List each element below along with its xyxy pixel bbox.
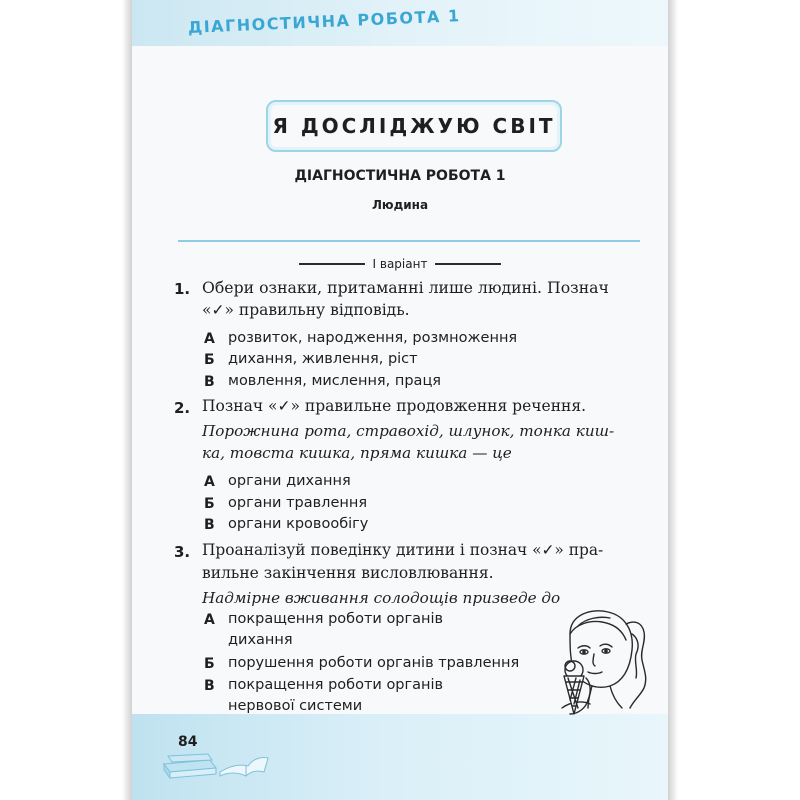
question-2-text-line-1: Познач «✓» правильне продовження речення. xyxy=(202,397,587,415)
question-1-text-line-2: «✓» правильну відповідь. xyxy=(202,301,410,319)
running-header-title: ДІАГНОСТИЧНА РОБОТА 1 xyxy=(187,6,461,37)
work-topic: Людина xyxy=(371,198,429,212)
question-3-option-c-text-line-2[interactable]: нервової системи xyxy=(228,698,363,714)
variant-rule-left xyxy=(299,263,365,265)
question-3-number: 3. xyxy=(174,543,191,561)
question-3-option-c-text-line-1[interactable]: покращення роботи органів xyxy=(228,677,444,693)
question-2-option-c-text[interactable]: органи кровообігу xyxy=(228,516,369,532)
page-number: 84 xyxy=(178,734,198,750)
question-1-option-c-letter: В xyxy=(204,374,215,390)
question-3-option-a-letter: А xyxy=(204,612,215,628)
question-3-prompt-line-1: Надмірне вживання солодощів призведе до xyxy=(202,589,561,607)
question-1-option-b-text[interactable]: дихання, живлення, ріст xyxy=(228,351,418,367)
question-2-option-b-letter: Б xyxy=(204,496,215,512)
page-edge-shadow-right xyxy=(668,0,678,800)
question-2-option-b-text[interactable]: органи травлення xyxy=(228,495,368,511)
question-3-text-line-1: Проаналізуй поведінку дитини і познач «✓» пра- xyxy=(202,541,604,559)
page-edge-shadow-left xyxy=(122,0,132,800)
workbook-page xyxy=(132,0,668,800)
divider-line xyxy=(178,240,640,242)
variant-label: І варіант xyxy=(372,257,428,271)
question-3-option-c-letter: В xyxy=(204,678,215,694)
question-3-option-b-letter: Б xyxy=(204,656,215,672)
question-3-option-a-text-line-2[interactable]: дихання xyxy=(228,632,293,648)
question-2-prompt-line-2: ка, товста кишка, пряма кишка — це xyxy=(202,444,512,462)
question-2-prompt-line-1: Порожнина рота, стравохід, шлунок, тонка киш- xyxy=(202,422,615,440)
question-1-number: 1. xyxy=(174,280,191,298)
question-1-option-c-text[interactable]: мовлення, мислення, праця xyxy=(228,373,442,389)
question-2-option-a-text[interactable]: органи дихання xyxy=(228,473,351,489)
question-1-text-line-1: Обери ознаки, притаманні лише людині. Познач xyxy=(202,278,609,297)
variant-heading xyxy=(132,257,668,271)
question-3-option-a-text-line-1[interactable]: покращення роботи органів xyxy=(228,611,444,627)
question-1-option-a-letter: А xyxy=(204,331,215,347)
question-1-option-a-text[interactable]: розвиток, народження, розмноження xyxy=(228,330,518,346)
section-title: Я ДОСЛІДЖУЮ СВІТ xyxy=(272,114,556,138)
variant-rule-right xyxy=(435,263,501,265)
question-1-option-b-letter: Б xyxy=(204,352,215,368)
girl-eating-icecream-illustration xyxy=(530,604,654,722)
question-3-text-line-2: вильне закінчення висловлювання. xyxy=(202,564,494,582)
work-title: ДІАГНОСТИЧНА РОБОТА 1 xyxy=(294,168,506,184)
question-3-option-b-text[interactable]: порушення роботи органів травлення xyxy=(228,655,520,671)
question-2-option-c-letter: В xyxy=(204,517,215,533)
books-icon xyxy=(160,746,272,780)
question-2-option-a-letter: А xyxy=(204,474,215,490)
section-title-box xyxy=(266,100,562,152)
question-2-number: 2. xyxy=(174,399,191,417)
